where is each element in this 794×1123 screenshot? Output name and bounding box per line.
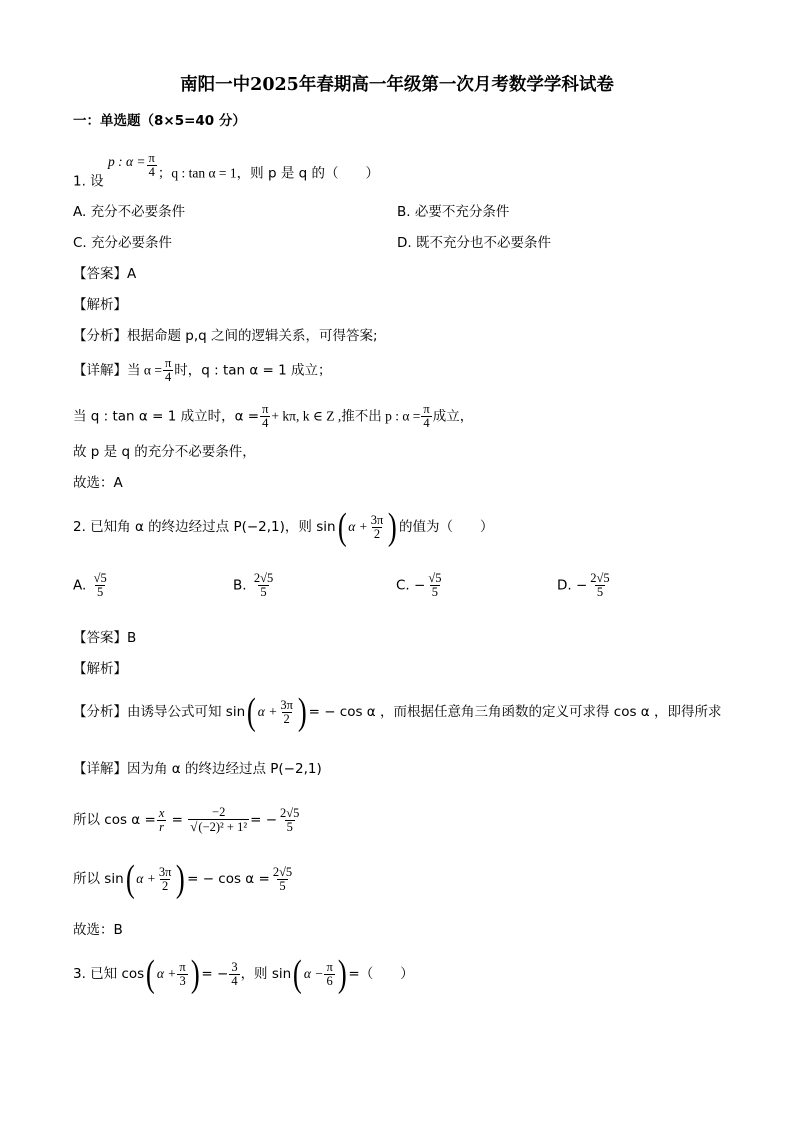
q1-frac-pi4: $\frac{\pi}{4}$ xyxy=(148,151,155,179)
q1-answer: 【答案】A xyxy=(73,266,137,282)
q1-number: 1. 设 xyxy=(73,173,104,190)
q1-option-c[interactable]: C. 充分必要条件 xyxy=(73,235,173,251)
page-title: 南阳一中2025年春期高一年级第一次月考数学学科试卷 xyxy=(180,75,614,95)
q2-sin-calc: 所以 sin( α + $\frac{3\pi}{2}$ ) = − cos α = $\frac{2√5}{5}$ xyxy=(73,858,293,900)
q1-option-a[interactable]: A. 充分不必要条件 xyxy=(73,204,186,220)
q1-choice: 故选：A xyxy=(73,475,123,491)
q2-option-a[interactable]: A. $\frac{√5}{5}$ xyxy=(73,571,107,599)
q1-tail: ，则 p 是 q 的（ ） xyxy=(236,165,379,182)
q1-p-def: p : α = xyxy=(107,153,146,169)
q2-cos-calc: 所以 cos α = $\frac{x}{r}$ = $\frac{-2}{\text{√(−2)² + 1²}}$ = − $\frac{2√5}{5}$ xyxy=(73,805,300,834)
q1-fenxi: 【分析】根据命题 p,q 之间的逻辑关系，可得答案; xyxy=(73,328,378,344)
q2-answer: 【答案】B xyxy=(73,630,137,646)
q1-option-d[interactable]: D. 既不充分也不必要条件 xyxy=(397,235,551,251)
q1-stem xyxy=(73,151,379,191)
q2-choice: 故选：B xyxy=(73,922,123,938)
q2-fenxi: 【分析】由诱导公式可知 sin( α + $\frac{3\pi}{2}$ ) = − cos α ，而根据任意角三角函数的定义可求得 cos α ，即得所求 xyxy=(73,691,722,733)
q1-detail-1: 【详解】当 α = $\frac{\pi}{4}$ 时，q : tan α = 1 成立； xyxy=(73,356,332,384)
q1-q-def: ；q : tan α = 1 xyxy=(157,165,237,181)
q1-option-b[interactable]: B. 必要不充分条件 xyxy=(397,204,510,220)
q2-stem: 2. 已知角 α 的终边经过点 P(−2,1)，则 sin( α + $\frac{3\pi}{2}$ ) 的值为（ ） xyxy=(73,506,494,548)
q2-analysis-label: 【解析】 xyxy=(73,661,127,677)
q2-option-d[interactable]: D. − $\frac{2√5}{5}$ xyxy=(557,571,610,599)
q1-detail-2: 当 q : tan α = 1 成立时，α = $\frac{\pi}{4}$ + kπ, k ∈ Z ,推不出 p : α = $\frac{\pi}{4}$ 成立， xyxy=(73,402,474,430)
section-heading: 一：单选题（8×5=40 分） xyxy=(73,113,246,129)
q2-option-c[interactable]: C. − $\frac{√5}{5}$ xyxy=(396,571,442,599)
q1-analysis-label: 【解析】 xyxy=(73,297,127,313)
q1-detail-3: 故 p 是 q 的充分不必要条件， xyxy=(73,444,256,460)
q2-option-b[interactable]: B. $\frac{2√5}{5}$ xyxy=(233,571,274,599)
q2-detail-1: 【详解】因为角 α 的终边经过点 P(−2,1) xyxy=(73,761,322,777)
q3-stem: 3. 已知 cos( α + $\frac{\pi}{3}$ ) = − $\frac{3}{4}$ ，则 sin( α − $\frac{\pi}{6}$ ) =（ ） xyxy=(73,953,414,995)
